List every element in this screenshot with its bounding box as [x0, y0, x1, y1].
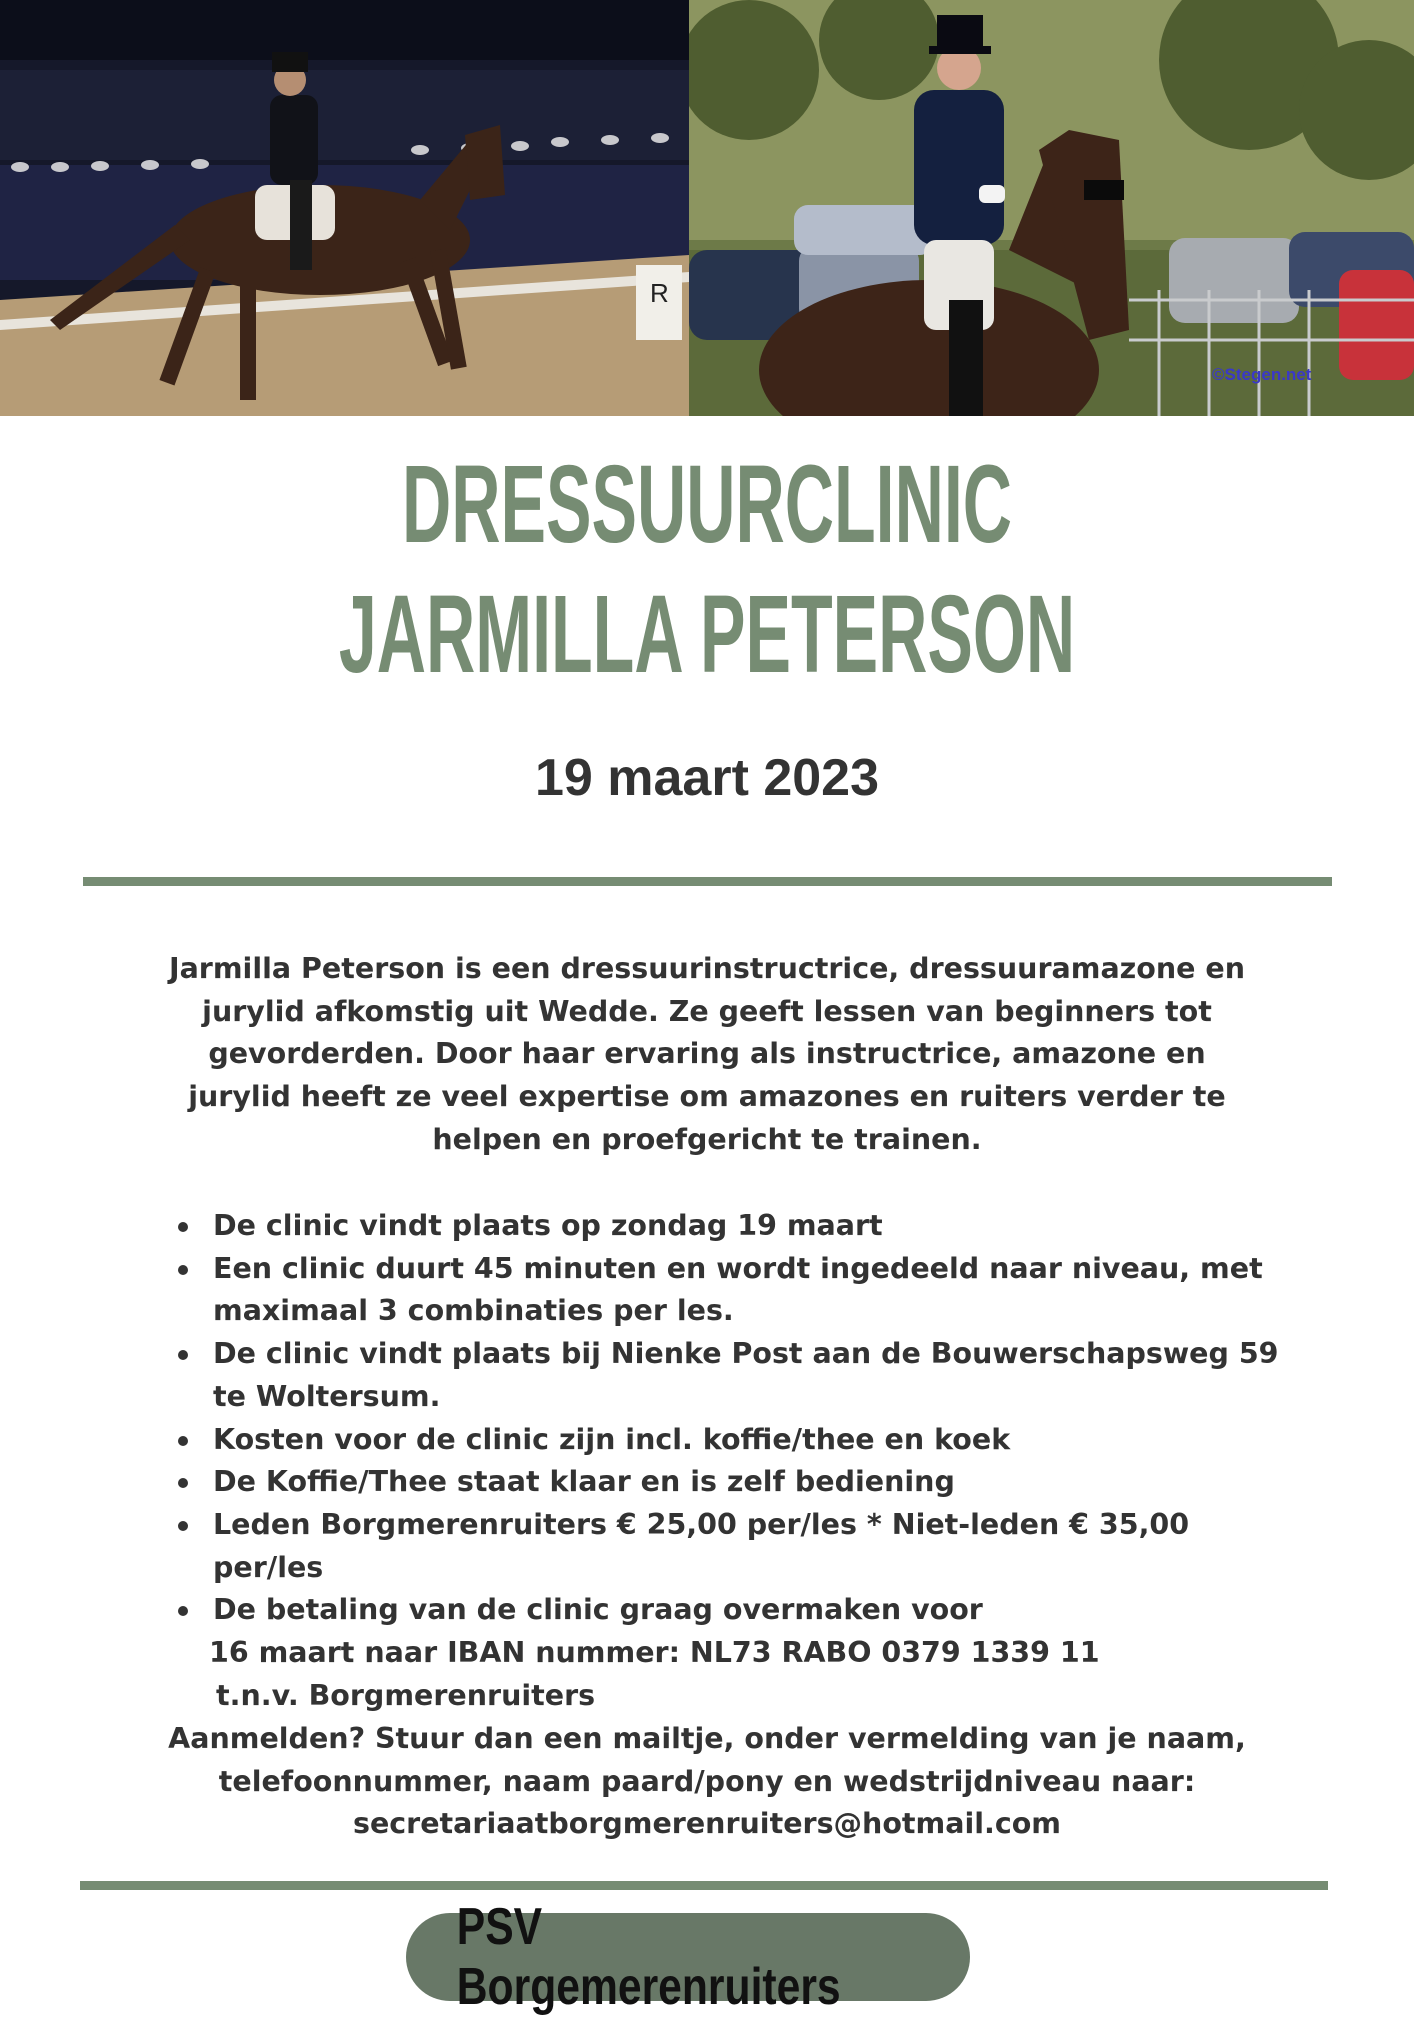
outdoor-dressage-photo: [689, 0, 1414, 416]
header-photos: [0, 0, 1414, 416]
svg-text:R: R: [650, 278, 669, 308]
signup-text: Aanmelden? Stuur dan een mailtje, onder vermelding van je naam, telefoonnummer, naam paard/pony en wedstrijdniveau naar:: [168, 1722, 1246, 1798]
bullet-item-date: De clinic vindt plaats op zondag 19 maart: [170, 1205, 1290, 1248]
dressage-indoor-photo-icon: [0, 0, 689, 416]
club-name: PSV Borgemerenruiters: [456, 1898, 841, 2016]
dressage-outdoor-photo-icon: [689, 0, 1414, 416]
divider-top: [83, 877, 1332, 886]
payment-iban-line: 16 maart naar IBAN nummer: NL73 RABO 0379 1339 11: [209, 1636, 1100, 1670]
intro-paragraph: Jarmilla Peterson is een dressuurinstructrice, dressuuramazone en jurylid afkomstig uit Wedde. Ze geeft lessen van beginners tot gevorderden. Door haar ervaring als instructrice, amazone en jurylid heeft ze veel expertise om amazones en ruiters verder te helpen en proefgericht te trainen.: [168, 952, 1246, 1156]
title-line-1: DRESSUURCLINIC: [401, 443, 1013, 566]
payment-name-line: t.n.v. Borgmerenruiters: [216, 1678, 596, 1712]
event-date: 19 maart 2023: [534, 749, 880, 807]
bullet-item-payment: De betaling van de clinic graag overmaken voor: [170, 1589, 1290, 1632]
signup-email[interactable]: secretariaatborgmerenruiters@hotmail.com: [352, 1807, 1062, 1841]
bullet-item-location: De clinic vindt plaats bij Nienke Post aan de Bouwerschapsweg 59 te Woltersum.: [170, 1333, 1290, 1418]
watermark-text: ©Stegen.net: [1212, 365, 1312, 384]
divider-bottom: [80, 1881, 1328, 1890]
indoor-dressage-photo: [0, 0, 689, 416]
club-name-badge: [406, 1898, 970, 2016]
bullet-item-duration: Een clinic duurt 45 minuten en wordt ingedeeld naar niveau, met maximaal 3 combinaties per les.: [170, 1248, 1290, 1333]
title-line-2: JARMILLA PETERSON: [338, 573, 1076, 696]
bullet-item-costs: Kosten voor de clinic zijn incl. koffie/thee en koek: [170, 1419, 1290, 1462]
info-bullet-list: [170, 1205, 1290, 1717]
signup-section: [160, 1718, 1254, 1846]
bullet-item-coffee: De Koffie/Thee staat klaar en is zelf bediening: [170, 1461, 1290, 1504]
bullet-item-prices: Leden Borgmerenruiters € 25,00 per/les * Niet-leden € 35,00 per/les: [170, 1504, 1290, 1589]
